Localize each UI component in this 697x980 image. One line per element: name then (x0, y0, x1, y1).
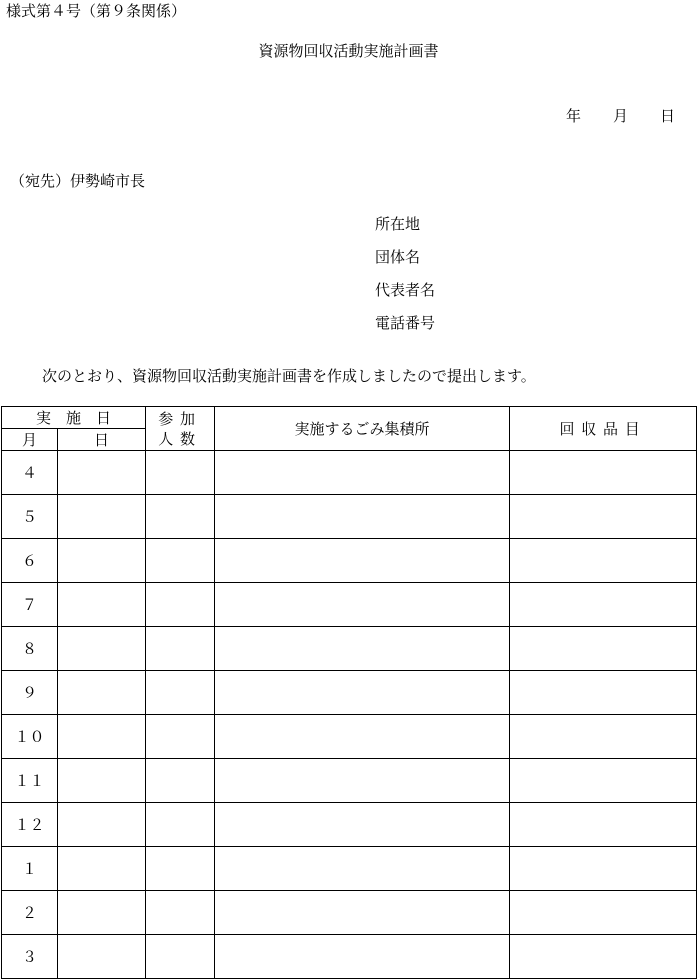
participants-cell[interactable] (146, 715, 215, 759)
table-row (2, 539, 697, 583)
participants-cell[interactable] (146, 847, 215, 891)
table-row (2, 759, 697, 803)
table-row (2, 451, 697, 495)
month-cell: ５ (2, 495, 58, 539)
plan-table (1, 406, 697, 979)
month-cell: １２ (2, 803, 58, 847)
day-cell[interactable] (58, 451, 146, 495)
table-row (2, 803, 697, 847)
items-cell[interactable] (510, 583, 697, 627)
table-row (2, 583, 697, 627)
participants-cell[interactable] (146, 627, 215, 671)
address-label: 所在地 (375, 215, 421, 233)
month-cell: ７ (2, 583, 58, 627)
day-cell[interactable] (58, 803, 146, 847)
participants-header (146, 407, 215, 451)
month-cell: ６ (2, 539, 58, 583)
participants-cell[interactable] (146, 803, 215, 847)
group-name-label: 団体名 (375, 248, 421, 266)
day-cell[interactable] (58, 671, 146, 715)
table-row (2, 847, 697, 891)
items-cell[interactable] (510, 935, 697, 979)
participants-cell[interactable] (146, 759, 215, 803)
items-header: 回収品目 (510, 407, 697, 451)
month-header: 月 (2, 429, 58, 451)
items-cell[interactable] (510, 803, 697, 847)
participants-header-line1: 参加 (158, 409, 202, 428)
representative-label: 代表者名 (375, 281, 436, 299)
month-cell: ８ (2, 627, 58, 671)
items-cell[interactable] (510, 847, 697, 891)
form-number: 様式第４号（第９条関係） (6, 2, 187, 20)
date-month-label: 月 (612, 107, 628, 125)
statement-text: 次のとおり、資源物回収活動実施計画書を作成しましたので提出します。 (42, 367, 536, 385)
table-row (2, 935, 697, 979)
day-cell[interactable] (58, 715, 146, 759)
date-line (566, 109, 675, 124)
day-cell[interactable] (58, 759, 146, 803)
day-cell[interactable] (58, 495, 146, 539)
participants-cell[interactable] (146, 935, 215, 979)
location-cell[interactable] (215, 803, 510, 847)
month-cell: ９ (2, 671, 58, 715)
location-cell[interactable] (215, 671, 510, 715)
items-cell[interactable] (510, 759, 697, 803)
items-cell[interactable] (510, 539, 697, 583)
phone-label: 電話番号 (375, 314, 436, 332)
items-cell[interactable] (510, 451, 697, 495)
location-cell[interactable] (215, 891, 510, 935)
participants-cell[interactable] (146, 451, 215, 495)
date-year-label: 年 (565, 107, 581, 125)
items-cell[interactable] (510, 891, 697, 935)
table-row (2, 627, 697, 671)
date-day-label: 日 (659, 107, 675, 125)
day-cell[interactable] (58, 583, 146, 627)
participants-header-line2: 人数 (158, 429, 202, 448)
location-cell[interactable] (215, 627, 510, 671)
day-cell[interactable] (58, 891, 146, 935)
participants-cell[interactable] (146, 495, 215, 539)
table-row (2, 671, 697, 715)
day-cell[interactable] (58, 627, 146, 671)
location-cell[interactable] (215, 583, 510, 627)
location-cell[interactable] (215, 759, 510, 803)
location-cell[interactable] (215, 935, 510, 979)
month-cell: １ (2, 847, 58, 891)
month-cell: １０ (2, 715, 58, 759)
participants-cell[interactable] (146, 539, 215, 583)
header-row (2, 407, 697, 429)
participants-cell[interactable] (146, 671, 215, 715)
location-cell[interactable] (215, 539, 510, 583)
applicant-block (375, 217, 435, 349)
participants-cell[interactable] (146, 891, 215, 935)
month-cell: ４ (2, 451, 58, 495)
day-header: 日 (58, 429, 146, 451)
items-cell[interactable] (510, 627, 697, 671)
location-header: 実施するごみ集積所 (215, 407, 510, 451)
table-row (2, 715, 697, 759)
items-cell[interactable] (510, 715, 697, 759)
addressee: （宛先）伊勢崎市長 (10, 172, 146, 190)
month-cell: ３ (2, 935, 58, 979)
day-cell[interactable] (58, 539, 146, 583)
location-cell[interactable] (215, 715, 510, 759)
month-cell: ２ (2, 891, 58, 935)
location-cell[interactable] (215, 847, 510, 891)
month-cell: １１ (2, 759, 58, 803)
items-cell[interactable] (510, 671, 697, 715)
table-row (2, 495, 697, 539)
items-cell[interactable] (510, 495, 697, 539)
location-cell[interactable] (215, 451, 510, 495)
date-header: 実 施 日 (2, 407, 146, 429)
participants-cell[interactable] (146, 583, 215, 627)
day-cell[interactable] (58, 935, 146, 979)
table-row (2, 891, 697, 935)
day-cell[interactable] (58, 847, 146, 891)
location-cell[interactable] (215, 495, 510, 539)
document-title: 資源物回収活動実施計画書 (258, 42, 439, 60)
